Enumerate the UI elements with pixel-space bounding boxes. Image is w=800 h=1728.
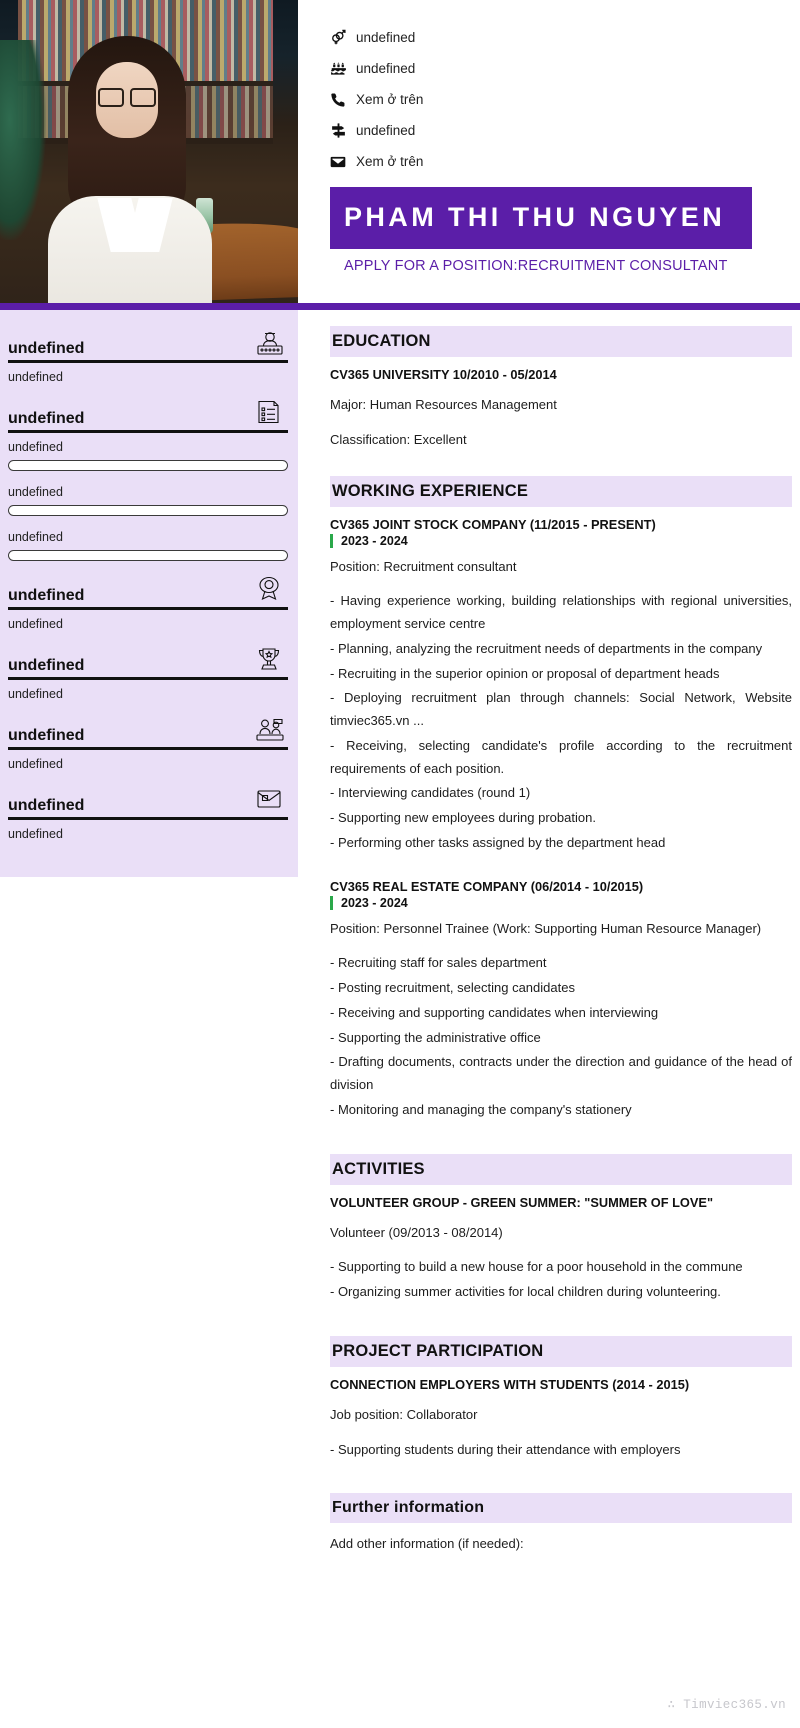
activity-item: - Organizing summer activities for local children during volunteering. [330, 1284, 721, 1299]
envelope-icon [330, 154, 356, 170]
spacer [330, 419, 792, 429]
contact-email-value: Xem ở trên [356, 153, 424, 169]
spacer [330, 1306, 792, 1336]
phone-icon [330, 92, 356, 108]
sidebar-block-awards [8, 645, 288, 711]
contact-phone [330, 84, 800, 115]
sidebar-text-hobbies: undefined [8, 757, 63, 771]
sidebar-title-awards: undefined [8, 657, 85, 674]
experience-duty: - Recruiting in the superior opinion or proposal of department heads [330, 665, 720, 681]
spacer [330, 1212, 792, 1222]
section-heading-working-experience: WORKING EXPERIENCE [330, 476, 792, 507]
signpost-icon [330, 122, 356, 139]
experience-duty: - Supporting the administrative office [330, 1029, 541, 1045]
skill-level-bar-2 [8, 505, 288, 516]
activity-role: Volunteer (09/2013 - 08/2014) [330, 1224, 503, 1240]
hobbies-icon [254, 715, 288, 745]
profile-photo [0, 0, 298, 310]
spacer [330, 1429, 792, 1439]
contact-phone-value: Xem ở trên [356, 91, 424, 107]
sidebar-block-header [8, 575, 288, 610]
contact-email [330, 146, 800, 177]
experience-duty: - Performing other tasks assigned by the department head [330, 834, 666, 850]
experience-entry [330, 879, 792, 1122]
applied-position: APPLY FOR A POSITION:RECRUITMENT CONSULTANT [344, 258, 728, 275]
sidebar-block-career-objective [8, 328, 288, 394]
spacer [330, 384, 792, 394]
spacer [330, 1394, 792, 1404]
skill-level-bar-3 [8, 550, 288, 561]
sidebar-block-certificate [8, 575, 288, 641]
cv-header [0, 0, 800, 310]
sidebar-title-hobbies: undefined [8, 727, 85, 744]
sidebar-skill-label-2: undefined [8, 485, 63, 499]
education-classification: Classification: Excellent [330, 431, 467, 447]
header-divider [0, 303, 800, 310]
site-watermark: ∴ Timviec365.vn [667, 1698, 786, 1712]
experience-duty: - Posting recruitment, selecting candidates [330, 980, 575, 995]
certificate-icon [254, 575, 288, 605]
skills-list-icon [254, 398, 288, 428]
experience-duty: - Recruiting staff for sales department [330, 955, 547, 971]
spacer [330, 454, 792, 476]
sidebar-block-references [8, 785, 288, 851]
references-icon [254, 785, 288, 815]
project-item: - Supporting students during their attendance with employers [330, 1441, 681, 1457]
contact-address-value: undefined [356, 122, 416, 138]
sidebar-title-skills: undefined [8, 410, 85, 427]
sidebar-block-header [8, 645, 288, 680]
experience-duty: - Supporting new employees during probation. [330, 810, 596, 825]
contact-address [330, 115, 800, 146]
sidebar-block-hobbies [8, 715, 288, 781]
experience-years-2: 2023 - 2024 [330, 896, 792, 910]
experience-entry [330, 517, 792, 855]
section-heading-education: EDUCATION [330, 326, 792, 357]
gender-icon [330, 29, 356, 46]
sidebar-text-references: undefined [8, 827, 63, 841]
experience-duty: - Receiving and supporting candidates when interviewing [330, 1004, 659, 1020]
activity-item: - Supporting to build a new house for a poor household in the commune [330, 1259, 743, 1275]
experience-duty: - Drafting documents, contracts under the direction and guidance of the head of division [330, 1054, 792, 1092]
sidebar-title-references: undefined [8, 797, 85, 814]
spacer [330, 1124, 792, 1154]
trophy-icon [254, 645, 288, 675]
sidebar-text-awards: undefined [8, 687, 63, 701]
sidebar-block-skills [8, 398, 288, 561]
experience-company-1: CV365 JOINT STOCK COMPANY (11/2015 - PRESENT) [330, 516, 656, 532]
experience-duty: - Planning, analyzing the recruitment needs of departments in the company [330, 640, 763, 656]
spacer [330, 857, 792, 879]
spacer [330, 942, 792, 952]
sidebar-block-header [8, 398, 288, 433]
cv-main-column [298, 310, 800, 1558]
header-details [298, 0, 800, 310]
project-title: CONNECTION EMPLOYERS WITH STUDENTS (2014 - 2015) [330, 1376, 690, 1392]
career-objective-icon [254, 328, 288, 358]
candidate-name: PHAM THI THU NGUYEN [330, 187, 752, 249]
birthday-cake-icon [330, 60, 356, 77]
sidebar-skill-label-1: undefined [8, 440, 63, 454]
sidebar-block-header [8, 715, 288, 750]
education-school: CV365 UNIVERSITY 10/2010 - 05/2014 [330, 367, 557, 382]
contact-list [330, 22, 800, 177]
spacer [330, 1246, 792, 1256]
sidebar-skill-label-3: undefined [8, 530, 63, 544]
sidebar-block-header [8, 785, 288, 820]
experience-position-1: Position: Recruitment consultant [330, 558, 517, 574]
sidebar-block-header [8, 328, 288, 363]
eyeglasses-icon [98, 88, 156, 103]
contact-gender-value: undefined [356, 29, 416, 45]
contact-gender [330, 22, 800, 53]
section-heading-project-participation: PROJECT PARTICIPATION [330, 1336, 792, 1367]
education-major: Major: Human Resources Management [330, 397, 557, 412]
project-role: Job position: Collaborator [330, 1406, 478, 1422]
sidebar-title-certificate: undefined [8, 587, 85, 604]
plant-decoration [0, 40, 46, 240]
skill-level-bar-1 [8, 460, 288, 471]
experience-duty: - Deploying recruitment plan through channels: Social Network, Website timviec365.vn ... [330, 690, 792, 728]
experience-duty: - Interviewing candidates (round 1) [330, 785, 531, 801]
spacer [330, 1463, 792, 1493]
experience-duty: - Receiving, selecting candidate's profile according to the recruitment requirements of each position. [330, 737, 792, 776]
experience-duty: - Having experience working, building relationships with regional universities, employment service centre [330, 593, 792, 631]
further-information-note: Add other information (if needed): [330, 1536, 524, 1552]
section-heading-further-information: Further information [330, 1493, 792, 1523]
section-heading-activities: ACTIVITIES [330, 1154, 792, 1185]
experience-years-1: 2023 - 2024 [330, 534, 792, 548]
cv-body [0, 310, 800, 1558]
experience-duty: - Monitoring and managing the company's stationery [330, 1101, 632, 1117]
sidebar-text-career-objective: undefined [8, 370, 63, 384]
contact-birthday [330, 53, 800, 84]
cv-sidebar [0, 310, 298, 877]
activity-title: VOLUNTEER GROUP - GREEN SUMMER: "SUMMER OF LOVE" [330, 1194, 714, 1210]
sidebar-text-certificate: undefined [8, 617, 63, 631]
spacer [330, 580, 792, 590]
experience-position-2: Position: Personnel Trainee (Work: Supporting Human Resource Manager) [330, 920, 762, 936]
sidebar-title-career-objective: undefined [8, 340, 85, 357]
contact-birthday-value: undefined [356, 60, 416, 76]
experience-company-2: CV365 REAL ESTATE COMPANY (06/2014 - 10/2015) [330, 878, 644, 894]
